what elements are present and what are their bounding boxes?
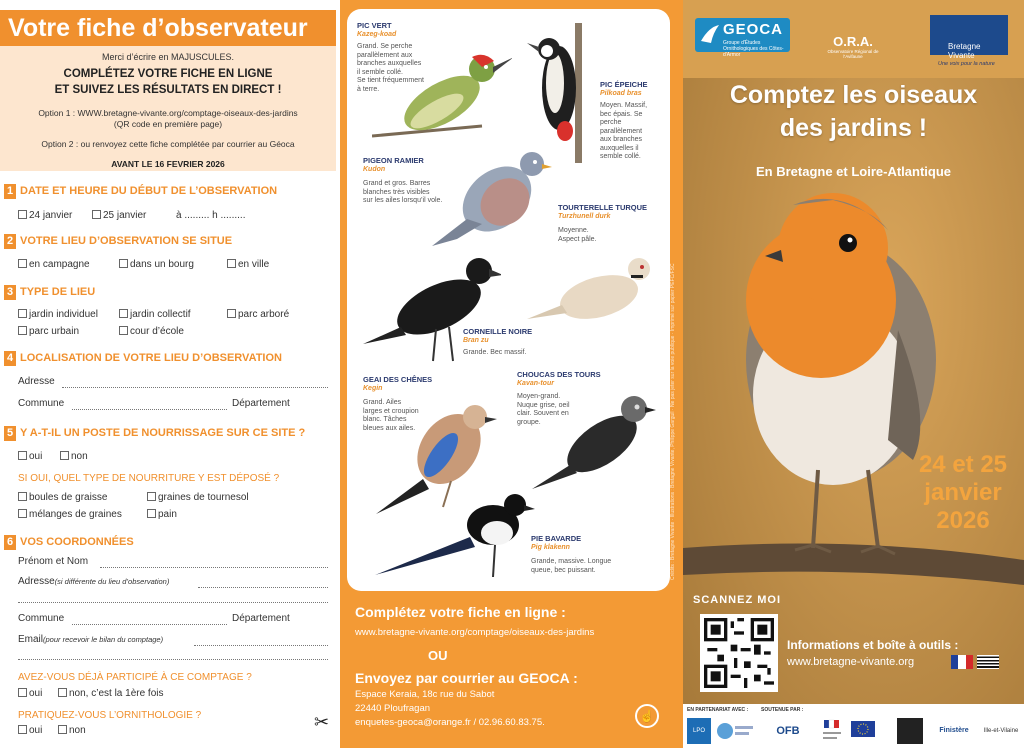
carrion-crow-illustration	[361, 249, 501, 364]
adresse-note: (si différente du lieu d’observation)	[54, 577, 170, 586]
bird-description: Grand. Ailes larges et croupion blanc. Tâches bleues aux ailes.	[363, 399, 419, 432]
cover-panel	[683, 0, 1024, 748]
bird-name: PIE BAVARDE	[531, 534, 582, 543]
checkbox-ornitho-non[interactable]: non	[58, 725, 86, 736]
qr-code-pattern	[704, 618, 774, 688]
section-title: TYPE DE LIEU	[20, 286, 96, 298]
option-1-note: (QR code en première page)	[113, 119, 223, 129]
commune-label: Commune	[18, 398, 65, 409]
section-number: 6	[4, 535, 16, 550]
nom-field[interactable]	[100, 567, 328, 568]
bretagne-vivante-name: Bretagne Vivante	[948, 42, 981, 60]
ille-et-vilaine-logo: Ille-et-Vilaine	[983, 728, 1019, 734]
checkbox-cour-ecole[interactable]: cour d’école	[119, 326, 184, 337]
checkbox-en-campagne[interactable]: en campagne	[18, 259, 90, 270]
deadline-text: AVANT LE 16 FEVRIER 2026	[111, 159, 225, 169]
checkbox-25-janvier[interactable]: 25 janvier	[92, 210, 146, 221]
info-heading: Informations et boîte à outils :	[787, 638, 959, 652]
geoca-logo	[695, 18, 790, 58]
european-union-flag-icon	[849, 718, 877, 744]
bird-description: Grand. Se perche parallèlement aux branches auxquelles il semble collé. Se tient fréquemment à terre.	[357, 43, 424, 93]
bird-description: Grande. Bec massif.	[463, 349, 527, 356]
collared-dove-illustration	[527, 239, 662, 334]
section-number: 3	[4, 285, 16, 300]
nom-label: Prénom et Nom	[18, 556, 89, 567]
contact-line[interactable]: enquetes-geoca@orange.fr / 02.96.60.83.75.	[355, 717, 545, 728]
email-label	[18, 634, 163, 645]
commune-2-label: Commune	[18, 613, 65, 624]
section-title: VOS COORDONNÉES	[20, 536, 134, 548]
option-1-text: Option 1 : WWW.bretagne-vivante.org/comptage-oiseaux-des-jardins	[38, 108, 298, 118]
section-number: 1	[4, 184, 16, 199]
bird-name: TOURTERELLE TURQUE	[558, 203, 648, 212]
magpie-illustration	[375, 487, 535, 582]
online-heading: Complétez votre fiche en ligne :	[355, 604, 566, 620]
online-url-link[interactable]: www.bretagne-vivante.org/comptage/oiseaux-des-jardins	[355, 627, 595, 638]
intro-headline-1: COMPLÉTEZ VOTRE FICHE EN LIGNE	[63, 68, 273, 80]
ora-name: O.R.A.	[833, 34, 873, 49]
ora-tagline: Observatoire Régional de l'Avifaune	[827, 49, 879, 59]
checkbox-boules-de-graisse[interactable]: boules de graisse	[18, 492, 107, 503]
jackdaw-illustration	[532, 389, 662, 499]
event-date-line-1: 24 et 25	[918, 451, 1008, 478]
form-title: Votre fiche d’observateur	[0, 10, 336, 46]
vertical-credits-text: Crédits : Bretagne Vivante · Illustrations : Bretagne Vivante, Philippe Garguil · Ne pas jeter sur la voie publique · Imprimé sur papier PEFC/FSC	[670, 263, 676, 580]
bretagne-region-logo-icon	[897, 718, 923, 744]
form-intro	[0, 46, 336, 171]
departement-label: Département	[232, 398, 290, 409]
bird-breton-name: Pig klakenn	[531, 544, 570, 551]
french-flag-icon	[951, 655, 973, 669]
food-type-question: SI OUI, QUEL TYPE DE NOURRITURE Y EST DÉPOSÉ ?	[18, 473, 280, 484]
bird-breton-name: Pilkoad bras	[600, 90, 642, 97]
partners-label: EN PARTENARIAT AVEC :	[687, 707, 749, 713]
bretagne-vivante-tagline: Une voix pour la nature	[938, 61, 995, 67]
commune-field[interactable]	[72, 409, 227, 410]
cover-title-line-2: des jardins !	[779, 114, 928, 142]
section-title: VOTRE LIEU D’OBSERVATION SE SITUE	[20, 235, 233, 247]
section-title: Y A-T-IL UN POSTE DE NOURRISSAGE SUR CE SITE ?	[20, 427, 306, 439]
bird-description: Moyen. Massif, bec épais. Se perche parallèlement aux branches auxquelles il semble collé.	[600, 102, 648, 160]
bird-description: Moyenne. Aspect pâle.	[558, 227, 597, 243]
bird-description: Grand et gros. Barres blanches très visibles sur les ailes lorsqu’il vole.	[363, 180, 443, 204]
participation-question: AVEZ-VOUS DÉJÀ PARTICIPÉ À CE COMPTAGE ?	[18, 672, 252, 683]
adresse-2-label	[18, 576, 169, 587]
bird-breton-name: Kegin	[363, 385, 383, 392]
or-label: OU	[428, 648, 448, 663]
checkbox-en-ville[interactable]: en ville	[227, 259, 269, 270]
bretagne-vivante-logo	[930, 15, 1008, 67]
checkbox-ornitho-oui[interactable]: oui	[18, 725, 42, 736]
bird-name: PIGEON RAMIER	[363, 156, 424, 165]
adresse-2-field-line[interactable]	[18, 602, 328, 603]
finistere-logo: Finistère	[939, 727, 969, 734]
adresse-2-field[interactable]	[198, 587, 328, 588]
bird-breton-name: Kavan-tour	[517, 380, 554, 387]
event-date-line-3: 2026	[936, 507, 990, 534]
bird-guide-card	[347, 9, 670, 591]
checkbox-graines-de-tournesol[interactable]: graines de tournesol	[147, 492, 249, 503]
lpo-logo: LPO	[687, 718, 711, 744]
section-number: 4	[4, 351, 16, 366]
qr-code[interactable]	[700, 614, 778, 692]
address-line-2: 22440 Ploufragan	[355, 703, 431, 714]
info-url-link[interactable]: www.bretagne-vivante.org	[787, 656, 915, 668]
section-number: 5	[4, 426, 16, 441]
geoca-bird-icon	[699, 23, 721, 47]
bird-name: PIC VERT	[357, 21, 392, 30]
bird-name: PIC ÉPEICHE	[600, 80, 648, 89]
email-field-line[interactable]	[18, 659, 328, 660]
email-note: (pour recevoir le bilan du comptage)	[43, 635, 164, 644]
scan-me-label: SCANNEZ MOI	[693, 594, 781, 606]
mail-heading: Envoyez par courrier au GEOCA :	[355, 670, 578, 686]
bird-guide-panel	[340, 0, 683, 748]
checkbox-nourrissage-non[interactable]: non	[60, 451, 88, 462]
checkbox-nourrissage-oui[interactable]: oui	[18, 451, 42, 462]
section-number: 2	[4, 234, 16, 249]
geoca-tagline: Groupe d'Études Ornithologiques des Côtes-d'Armor	[723, 40, 784, 58]
cover-subtitle: En Bretagne et Loire-Atlantique	[755, 164, 952, 179]
intro-headline-2: ET SUIVEZ LES RÉSULTATS EN DIRECT !	[54, 84, 282, 96]
bird-name: CHOUCAS DES TOURS	[517, 370, 601, 379]
wood-pigeon-illustration	[427, 134, 557, 249]
checkbox-jardin-collectif[interactable]: jardin collectif	[119, 309, 191, 320]
event-date-line-2: janvier	[924, 479, 1002, 506]
checkbox-jardin-individuel[interactable]: jardin individuel	[18, 309, 98, 320]
section-title: DATE ET HEURE DU DÉBUT DE L’OBSERVATION	[20, 185, 278, 197]
bird-breton-name: Turzhunell durk	[558, 213, 611, 220]
partners-strip	[683, 704, 1024, 748]
supporters-label: SOUTENUE PAR :	[761, 707, 804, 713]
republique-francaise-logo-icon	[821, 718, 843, 744]
checkbox-parc-arbore[interactable]: parc arboré	[227, 309, 289, 320]
bird-breton-name: Kazeg-koad	[357, 31, 397, 38]
checkbox-pain[interactable]: pain	[147, 509, 177, 520]
bird-breton-name: Bran zu	[463, 337, 489, 344]
bird-name: GEAI DES CHÊNES	[363, 375, 433, 384]
email-text: Email	[18, 634, 44, 645]
geoca-name: GEOCA	[723, 21, 784, 38]
checkbox-parc-urbain[interactable]: parc urbain	[18, 326, 79, 337]
lpo-biodiversity-logo-icon	[715, 718, 755, 744]
cover-title-line-1: Comptez les oiseaux	[729, 81, 978, 109]
bird-description: Grande, massive. Longue queue, bec puissant.	[531, 558, 612, 574]
checkbox-melanges-de-graines[interactable]: mélanges de graines	[18, 509, 122, 520]
ornithology-question: PRATIQUEZ-VOUS L’ORNITHOLOGIE ?	[18, 710, 202, 721]
adresse-field[interactable]	[62, 387, 328, 388]
scissors-icon: ✂	[314, 712, 330, 732]
checkbox-dans-un-bourg[interactable]: dans un bourg	[119, 259, 194, 270]
checkbox-participe-oui[interactable]: oui	[18, 688, 42, 699]
caps-instruction: Merci d’écrire en MAJUSCULES.	[101, 52, 235, 62]
email-field[interactable]	[194, 645, 328, 646]
bird-breton-name: Kudon	[363, 166, 386, 173]
address-line-1: Espace Keraia, 18c rue du Sabot	[355, 689, 495, 700]
adresse-2-text: Adresse	[18, 576, 55, 587]
commune-2-field[interactable]	[72, 624, 227, 625]
pointing-hand-icon: ☝	[635, 704, 659, 728]
option-2-text: Option 2 : ou renvoyez cette fiche complétée par courrier au Géoca	[41, 139, 295, 149]
ofb-logo: OFB	[776, 725, 800, 737]
checkbox-participe-non[interactable]: non, c’est la 1ère fois	[58, 688, 164, 699]
section-title: LOCALISATION DE VOTRE LIEU D’OBSERVATION	[20, 352, 282, 364]
adresse-label: Adresse	[18, 376, 55, 387]
ora-logo	[825, 22, 881, 64]
bird-name: CORNEILLE NOIRE	[463, 327, 533, 336]
time-field[interactable]: à ......... h .........	[176, 210, 246, 221]
checkbox-24-janvier[interactable]: 24 janvier	[18, 210, 72, 221]
departement-2-label: Département	[232, 613, 290, 624]
bird-description: Moyen-grand. Nuque grise, oeil clair. Souvent en groupe.	[517, 393, 570, 426]
observer-form-panel	[0, 0, 340, 748]
breton-flag-icon	[977, 655, 999, 669]
